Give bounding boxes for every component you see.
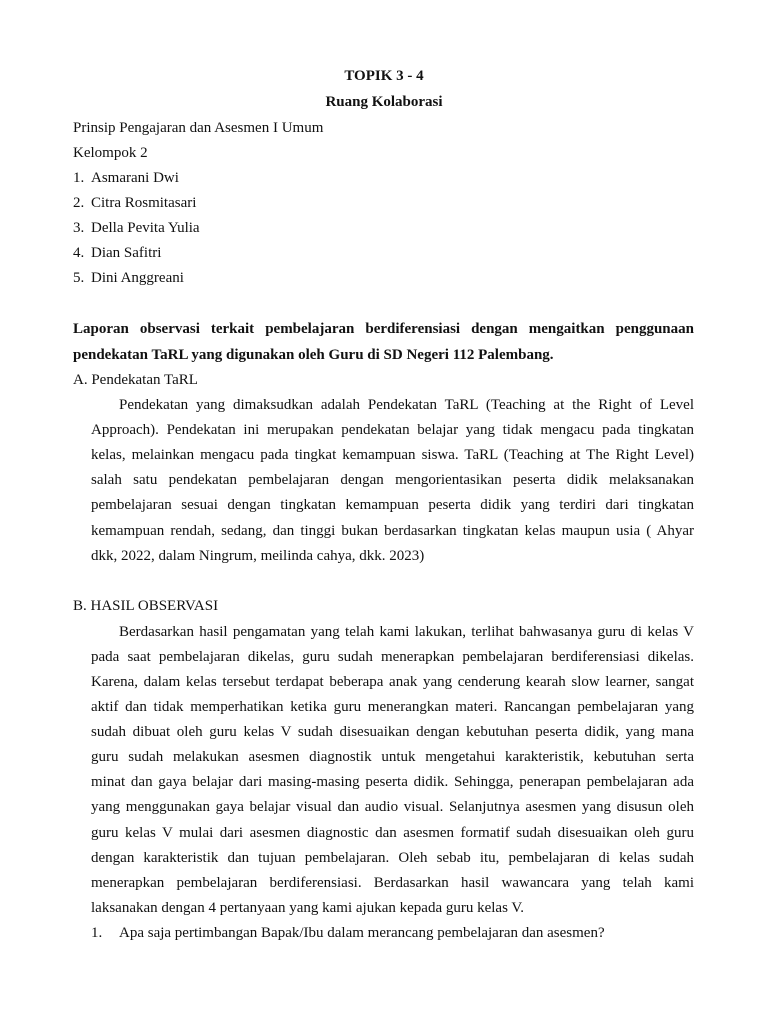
course-name: Prinsip Pengajaran dan Asesmen I Umum bbox=[73, 120, 324, 136]
member-item bbox=[73, 193, 196, 213]
member-number: 2. bbox=[73, 195, 85, 211]
paragraph-line: sudah dibuat oleh guru kelas V sudah disesuaikan dengan kebutuhan peserta didik, yang mana bbox=[91, 724, 694, 740]
paragraph-line: Berdasarkan hasil pengamatan yang telah kami lakukan, terlihat bahwasanya guru di kelas V bbox=[119, 624, 694, 640]
paragraph-line: Approach). Pendekatan ini merupakan pendekatan belajar yang tidak mengacu pada tingkatan bbox=[91, 422, 694, 438]
question-text: Apa saja pertimbangan Bapak/Ibu dalam merancang pembelajaran dan asesmen? bbox=[119, 925, 605, 941]
member-item bbox=[73, 218, 200, 238]
member-name: Dian Safitri bbox=[91, 245, 162, 261]
member-name: Della Pevita Yulia bbox=[91, 220, 200, 236]
member-item bbox=[73, 168, 179, 188]
paragraph-line: minat dan gaya belajar dari masing-masing peserta didik. Sehingga, penerapan pembelajaran ada bbox=[91, 774, 694, 790]
paragraph-line: salah satu pendekatan pembelajaran dengan mengorientasikan peserta didik melaksanakan bbox=[91, 472, 694, 488]
section-b-heading: B. HASIL OBSERVASI bbox=[73, 598, 219, 614]
member-number: 3. bbox=[73, 220, 85, 236]
paragraph-line: yang menggunakan gaya belajar visual dan audio visual. Selanjutnya asesmen yang disusun oleh bbox=[91, 799, 694, 815]
paragraph-line: guru sudah melakukan asesmen diagnostik untuk mengetahui karakteristik, kebutuhan serta bbox=[91, 749, 694, 765]
paragraph-line: laksanakan dengan 4 pertanyaan yang kami ajukan kepada guru kelas V. bbox=[91, 900, 525, 916]
member-number: 5. bbox=[73, 270, 85, 286]
paragraph-line: aktif dan tidak memperhatikan ketika guru menerangkan materi. Rancangan pembelajaran yang bbox=[91, 699, 694, 715]
paragraph-line: kelas, melainkan mengacu pada tingkat kemampuan siswa. TaRL (Teaching at The Right Level) bbox=[91, 447, 694, 463]
paragraph-line: dengan karakteristik dan tujuan pembelajaran. Oleh sebab itu, pembelajaran di kelas sudah bbox=[91, 850, 694, 866]
section-a-heading: A. Pendekatan TaRL bbox=[73, 372, 198, 388]
member-number: 1. bbox=[73, 170, 85, 186]
member-name: Asmarani Dwi bbox=[91, 170, 179, 186]
paragraph-line: pada saat pembelajaran dikelas, guru sudah menerapkan pembelajaran berdiferensiasi dikelas. bbox=[91, 649, 694, 665]
paragraph-line: Karena, dalam kelas tersebut terdapat beberapa anak yang cenderung kearah slow learner, sangat bbox=[91, 674, 694, 690]
paragraph-line: guru kelas V mulai dari asesmen diagnostic dan asesmen formatif sudah disesuaikan oleh guru bbox=[91, 825, 694, 841]
paragraph-line: kemampuan rendah, sedang, dan tinggi bukan berdasarkan tingkatan kelas maupun usia ( Ahyar bbox=[91, 523, 694, 539]
question-number: 1. bbox=[91, 925, 103, 941]
member-number: 4. bbox=[73, 245, 85, 261]
paragraph-line: menerapkan pembelajaran berdiferensiasi. Berdasarkan hasil wawancara yang telah kami bbox=[91, 875, 694, 891]
question-item bbox=[91, 923, 605, 943]
member-name: Citra Rosmitasari bbox=[91, 195, 197, 211]
topic-subtitle: Ruang Kolaborasi bbox=[325, 94, 443, 110]
paragraph-line: dkk, 2022, dalam Ningrum, meilinda cahya, dkk. 2023) bbox=[91, 548, 425, 564]
paragraph-line: Pendekatan yang dimaksudkan adalah Pendekatan TaRL (Teaching at the Right of Level bbox=[119, 397, 694, 413]
report-title-line: Laporan observasi terkait pembelajaran berdiferensiasi dengan mengaitkan penggunaan bbox=[73, 321, 694, 337]
member-item bbox=[73, 243, 161, 263]
paragraph-line: pembelajaran sesuai dengan tingkatan kemampuan peserta didik yang terdiri dari tingkatan bbox=[91, 497, 694, 513]
group-name: Kelompok 2 bbox=[73, 145, 148, 161]
report-title-line: pendekatan TaRL yang digunakan oleh Guru di SD Negeri 112 Palembang. bbox=[73, 347, 554, 363]
topic-title: TOPIK 3 - 4 bbox=[344, 68, 424, 84]
member-name: Dini Anggreani bbox=[91, 270, 184, 286]
member-item bbox=[73, 268, 184, 288]
